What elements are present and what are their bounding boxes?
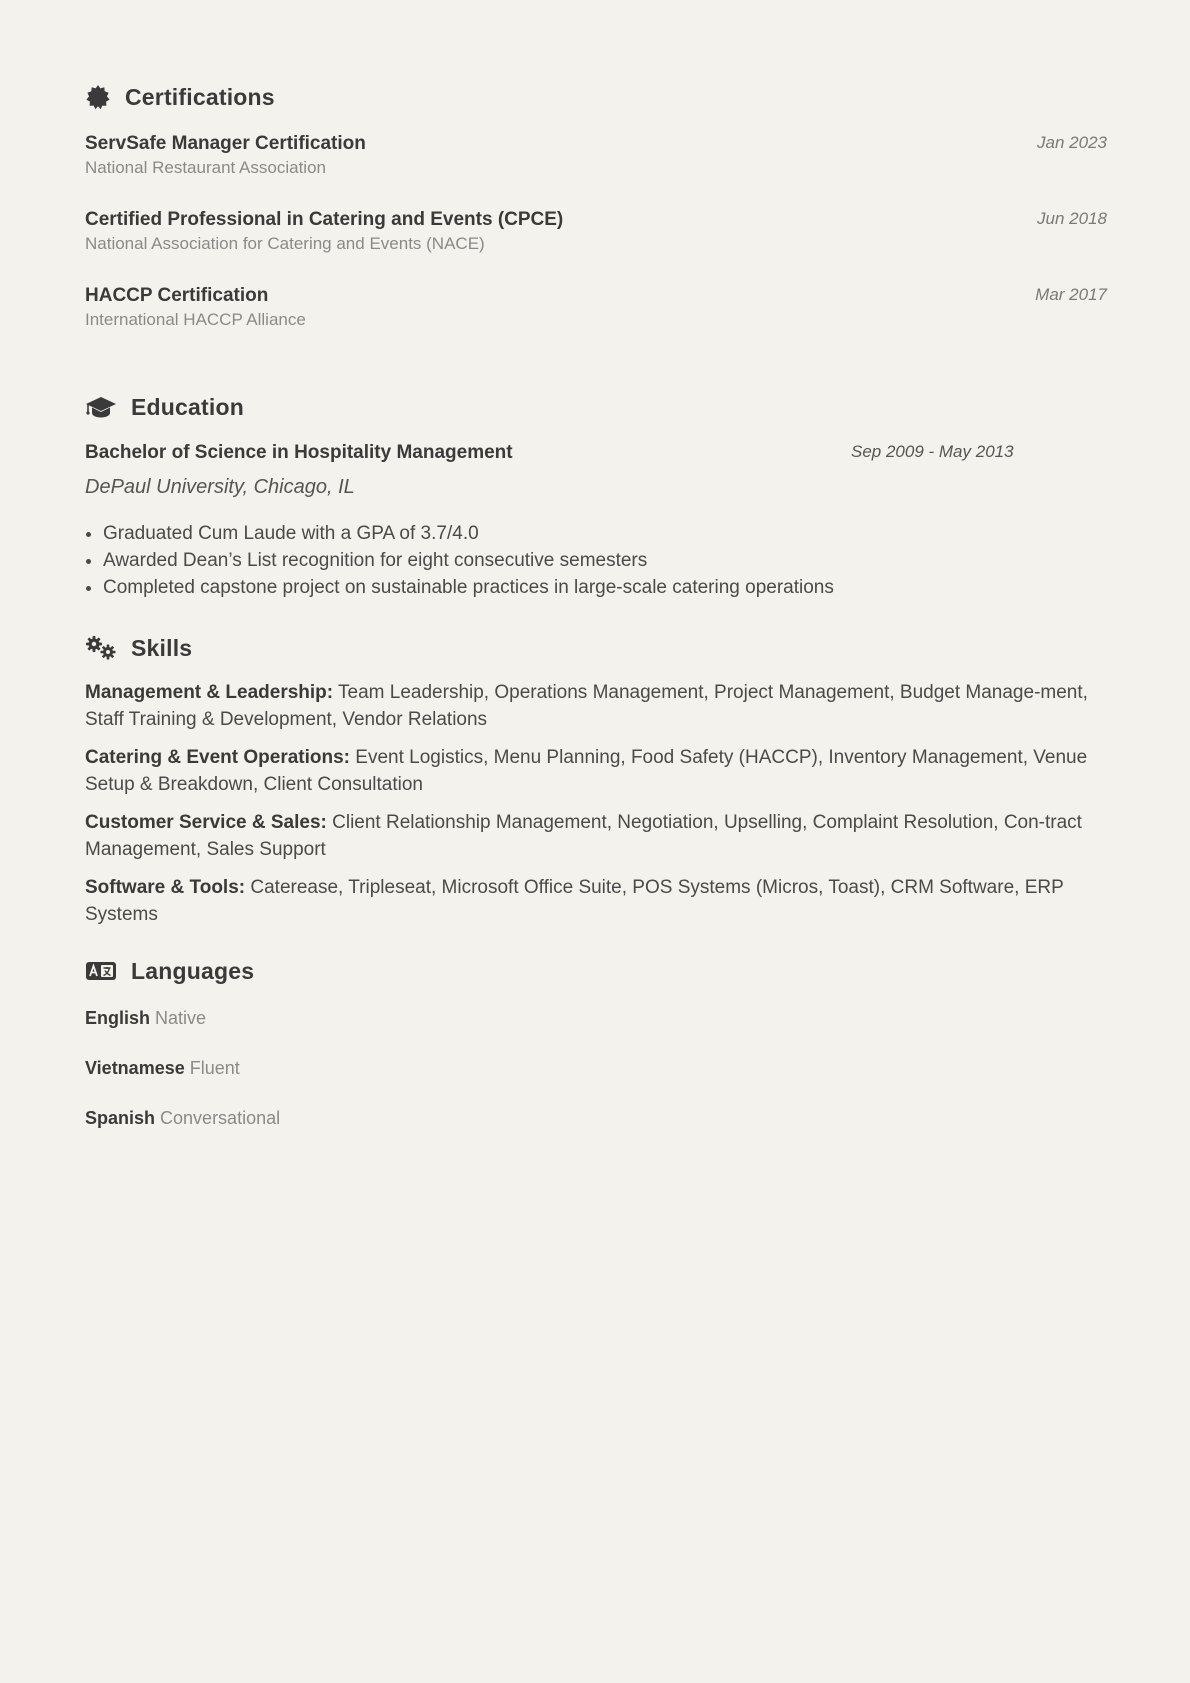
certification-name: HACCP Certification <box>85 285 269 306</box>
list-item: Graduated Cum Laude with a GPA of 3.7/4.0 <box>85 520 1107 547</box>
education-item <box>85 438 1107 601</box>
graduation-cap-icon <box>85 394 117 420</box>
certifications-header <box>85 80 1107 114</box>
language-level: Conversational <box>160 1108 281 1128</box>
skill-group <box>85 679 1107 733</box>
certification-item <box>85 204 1107 280</box>
skill-group-label: Customer Service & Sales: <box>85 812 327 833</box>
certifications-section <box>85 80 1107 356</box>
certification-item <box>85 280 1107 356</box>
languages-section <box>85 954 1107 1156</box>
skill-group-label: Management & Leadership: <box>85 682 334 703</box>
certification-date: Jun 2018 <box>1037 209 1107 228</box>
language-item <box>85 1006 1107 1056</box>
certification-item <box>85 128 1107 204</box>
skill-group-label: Catering & Event Operations: <box>85 747 350 768</box>
skill-group-text: Event Logistics, Menu Planning, Food Safety (HACCP), Inventory Management, Venue Setup & Breakdown, Client Consultation <box>85 747 1088 795</box>
language-icon <box>85 958 117 984</box>
skill-group <box>85 874 1107 928</box>
skill-group-text: Caterease, Tripleseat, Microsoft Office Suite, POS Systems (Micros, Toast), CRM Software, ERP Systems <box>85 877 1064 925</box>
language-name: Vietnamese <box>85 1058 185 1078</box>
skill-group <box>85 744 1107 798</box>
skill-group-label: Software & Tools: <box>85 877 246 898</box>
skill-group-text: Client Relationship Management, Negotiation, Upselling, Complaint Resolution, Con-tract Management, Sales Support <box>85 812 1082 860</box>
language-item <box>85 1106 1107 1156</box>
education-degree: Bachelor of Science in Hospitality Management <box>85 442 513 463</box>
language-item <box>85 1056 1107 1106</box>
education-school: DePaul University, Chicago, IL <box>85 476 355 498</box>
certification-date: Jan 2023 <box>1037 133 1107 152</box>
language-level: Fluent <box>189 1058 240 1078</box>
language-name: English <box>85 1008 151 1028</box>
skill-group <box>85 809 1107 863</box>
skills-section <box>85 631 1107 928</box>
languages-title: Languages <box>131 957 255 984</box>
education-header <box>85 390 1107 424</box>
list-item: Awarded Dean’s List recognition for eight consecutive semesters <box>85 547 1107 574</box>
education-section <box>85 390 1107 601</box>
language-level: Native <box>155 1008 207 1028</box>
certification-issuer: National Association for Catering and Events (NACE) <box>85 234 485 253</box>
list-item: Completed capstone project on sustainable practices in large-scale catering operations <box>85 574 1107 601</box>
certification-name: Certified Professional in Catering and Events (CPCE) <box>85 209 564 230</box>
certification-date: Mar 2017 <box>1035 285 1107 304</box>
languages-header <box>85 954 1107 988</box>
education-highlights <box>85 520 1107 601</box>
certifications-title: Certifications <box>125 83 275 110</box>
education-dates: Sep 2009 - May 2013 <box>851 442 1014 461</box>
resume-page <box>85 80 1107 1156</box>
skills-title: Skills <box>131 634 193 661</box>
language-name: Spanish <box>85 1108 156 1128</box>
gears-icon <box>85 635 117 661</box>
skill-group-text: Team Leadership, Operations Management, Project Management, Budget Manage-ment, Staff Training & Development, Vendor Relations <box>85 682 1088 730</box>
certification-issuer: National Restaurant Association <box>85 158 326 177</box>
skills-header <box>85 631 1107 665</box>
certification-issuer: International HACCP Alliance <box>85 310 306 329</box>
certificate-icon <box>85 84 111 110</box>
certification-name: ServSafe Manager Certification <box>85 133 366 154</box>
education-title: Education <box>131 393 244 420</box>
